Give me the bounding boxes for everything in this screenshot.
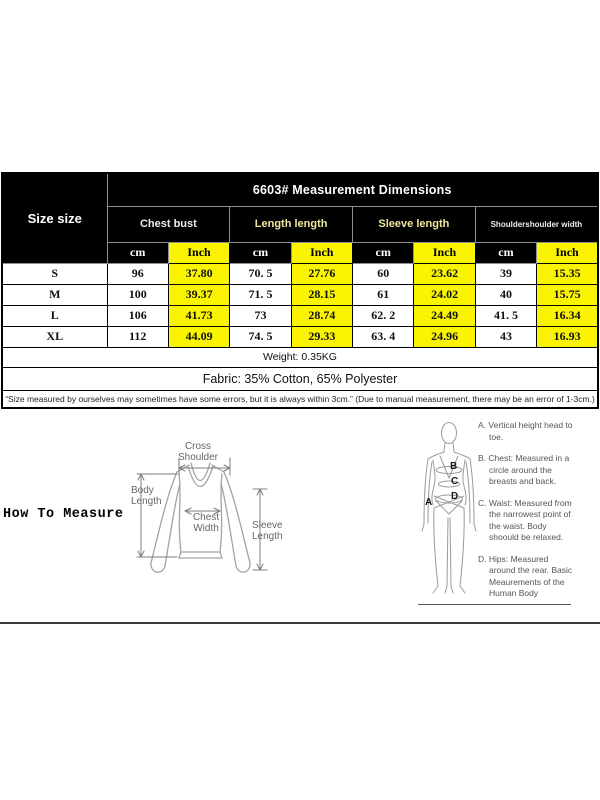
value-cell: 39.37 (168, 284, 229, 305)
size-cell: L (2, 305, 107, 326)
value-cell: 71. 5 (230, 284, 291, 305)
unit-cm: cm (353, 242, 414, 263)
value-cell: 41.73 (168, 305, 229, 326)
value-cell: 96 (107, 263, 168, 284)
value-cell: 43 (475, 326, 536, 347)
size-cell: XL (2, 326, 107, 347)
value-cell: 27.76 (291, 263, 352, 284)
size-row-m (2, 284, 598, 305)
value-cell: 28.15 (291, 284, 352, 305)
value-cell: 63. 4 (353, 326, 414, 347)
value-cell: 37.80 (168, 263, 229, 284)
value-cell: 15.35 (537, 263, 598, 284)
size-cell: M (2, 284, 107, 305)
unit-cm: cm (230, 242, 291, 263)
figure-letter-d: D (451, 491, 459, 502)
figure-letter-b: B (450, 461, 458, 472)
fabric-row (2, 367, 598, 390)
group-header-shoulder: Shouldershoulder width (475, 206, 598, 242)
value-cell: 40 (475, 284, 536, 305)
value-cell: 29.33 (291, 326, 352, 347)
unit-inch: Inch (291, 242, 352, 263)
group-header-length: Length length (230, 206, 353, 242)
value-cell: 24.49 (414, 305, 475, 326)
measurement-table (1, 172, 599, 409)
value-cell: 70. 5 (230, 263, 291, 284)
instruction-height: A. Vertical height head to toe. (478, 420, 573, 442)
value-cell: 15.75 (537, 284, 598, 305)
value-cell: 73 (230, 305, 291, 326)
figure-letter-a: A (425, 497, 433, 508)
how-to-measure-heading: How To Measure (3, 507, 124, 522)
group-header-sleeve: Sleeve length (353, 206, 476, 242)
section-divider-line (0, 622, 600, 624)
instruction-waist: C. Waist: Measured from the narrowest point of the waist. Body shoould be relaxed. (478, 497, 572, 542)
label-cross-shoulder: Cross Shoulder (177, 441, 219, 463)
measuring-instructions (478, 420, 577, 610)
value-cell: 60 (353, 263, 414, 284)
value-cell: 74. 5 (230, 326, 291, 347)
measurement-note: “Size measured by ourselves may sometimes have some errors, but it is always within 3cm.” (Due to manual measurement, there may be an error of 1-3cm.) (2, 390, 598, 408)
value-cell: 61 (353, 284, 414, 305)
value-cell: 112 (107, 326, 168, 347)
value-cell: 106 (107, 305, 168, 326)
size-cell: S (2, 263, 107, 284)
group-header-chest: Chest bust (107, 206, 230, 242)
instruction-chest: B. Chest: Measured in a circle around the breasts and back. (478, 453, 570, 486)
value-cell: 24.02 (414, 284, 475, 305)
value-cell: 100 (107, 284, 168, 305)
unit-inch: Inch (414, 242, 475, 263)
value-cell: 16.93 (537, 326, 598, 347)
fabric-text: Fabric: 35% Cotton, 65% Polyester (2, 367, 598, 390)
instruction-hips: D. Hips: Measured around the rear. Basic Meaurements of the Human Body (478, 553, 573, 598)
figure-letter-c: C (451, 476, 459, 487)
value-cell: 28.74 (291, 305, 352, 326)
unit-cm: cm (475, 242, 536, 263)
weight-text: Weight: 0.35KG (2, 347, 598, 367)
weight-row (2, 347, 598, 367)
unit-inch: Inch (537, 242, 598, 263)
value-cell: 41. 5 (475, 305, 536, 326)
body-figure-diagram (412, 416, 487, 611)
value-cell: 39 (475, 263, 536, 284)
label-sleeve-length: Sleeve Length (252, 520, 283, 542)
unit-cm: cm (107, 242, 168, 263)
size-row-xl (2, 326, 598, 347)
value-cell: 23.62 (414, 263, 475, 284)
unit-inch: Inch (168, 242, 229, 263)
value-cell: 16.34 (537, 305, 598, 326)
table-title: 6603# Measurement Dimensions (107, 173, 598, 206)
note-row (2, 390, 598, 408)
title-row (2, 173, 598, 206)
label-chest-width: Chest Width (192, 512, 220, 534)
value-cell: 62. 2 (353, 305, 414, 326)
label-body-length: Body Length (131, 485, 162, 507)
value-cell: 24.96 (414, 326, 475, 347)
size-row-s (2, 263, 598, 284)
instructions-underline (418, 604, 571, 605)
size-row-l (2, 305, 598, 326)
size-column-header: Size size (2, 173, 107, 263)
value-cell: 44.09 (168, 326, 229, 347)
